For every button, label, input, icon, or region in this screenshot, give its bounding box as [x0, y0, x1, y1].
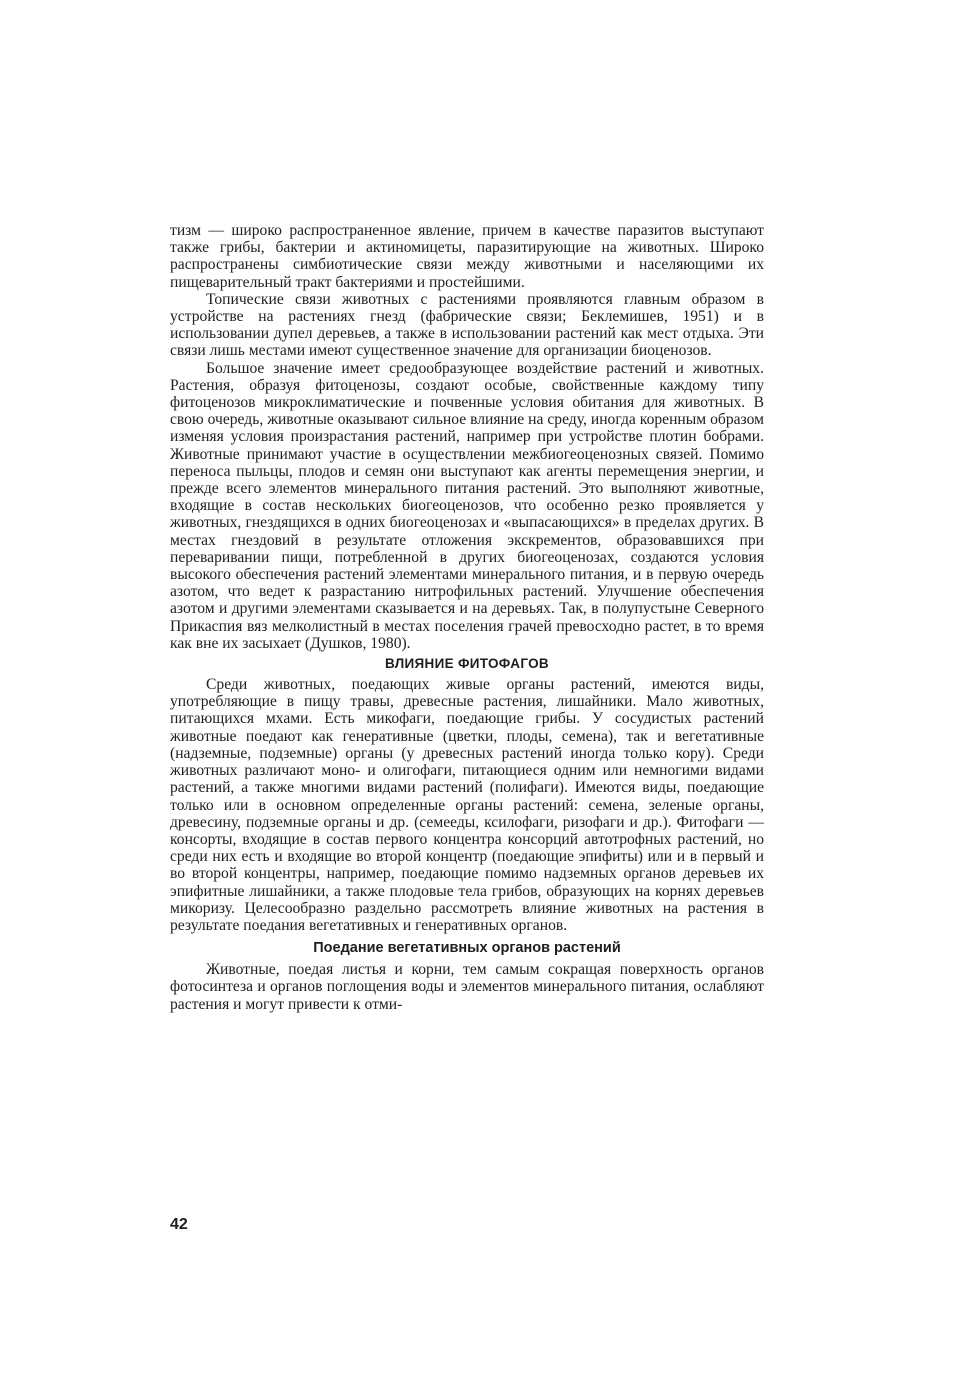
paragraph-phytophages: Среди животных, поедающих живые органы растений, имеются виды, употребляющие в пищу травы, древесные растения, лишайники. Мало животных, питающихся мхами. Есть микофаги, поедающие грибы. У сосудистых растений животные поедают как генеративные (цветки, плоды, семена), так и вегетативные (надземные, подземные) органы (у древесных растений иногда только кору). Среди животных различают моно- и олигофаги, питающиеся одним или немногими видами растений, а также многими видами растений (полифаги). Имеются виды, поедающие только или в основном определенные органы растений: семена, зеленые органы, древесину, подземные органы и др. (семееды, ксилофаги, ризофаги и др.). Фитофаги — консорты, входящие в состав первого концентра консорций автотрофных растений, но среди них есть и входящие во второй концентр (поедающие эпифиты) или и в первый и во второй концентры, например, поедающие помимо надземных органов деревьев их эпифитные лишайники, а также плодовые тела грибов, образующих на корнях деревьев микоризу. Целесообразно раздельно рассмотреть влияние животных на растения в результате поедания вегетативных и генеративных органов. — [170, 676, 764, 934]
subsection-heading: Поедание вегетативных органов растений — [313, 940, 621, 957]
paragraph-parasitism: тизм — широко распространенное явление, причем в качестве паразитов выступают также грибы, бактерии и актиномицеты, паразитирующие на животных. Широко распространены симбиотические связи между животными и населяющими их пищеварительный тракт бактериями и простейшими. — [170, 222, 764, 291]
section-heading: ВЛИЯНИЕ ФИТОФАГОВ — [385, 656, 549, 672]
paragraph-vegetative-organs: Животные, поедая листья и корни, тем самым сокращая поверхность органов фотосинтеза и органов поглощения воды и элементов минерального питания, ослабляют растения и могут привести к отми- — [170, 961, 764, 1013]
paragraph-environment-forming: Большое значение имеет средообразующее воздействие растений и животных. Растения, образуя фитоценозы, создают особые, свойственные каждому типу фитоценозов микроклиматические и почвенные условия обитания для животных. В свою очередь, животные оказывают сильное влияние на среду, иногда коренным образом изменяя условия произрастания растений, например при устройстве плотин бобрами. Животные принимают участие в осуществлении межбиогеоценозных связей. Помимо переноса пыльцы, плодов и семян они выступают как агенты перемещения энергии, и прежде всего элементов минерального питания растений. Это выполняют животные, входящие в состав нескольких биогеоценозов, что особенно резко проявляется у животных, гнездящихся в одних биогеоценозах и «выпасающихся» в пределах других. В местах гнездовий в результате отложения экскрементов, образовавшихся при переваривании пищи, потребленной в других биогеоценозах, создаются условия высокого обеспечения растений элементами минерального питания, и в первую очередь азотом, что ведет к разрастанию нитрофильных растений. Улучшение обеспечения азотом и другими элементами сказывается и на деревьях. Так, в полупустыне Северного Прикаспия вяз мелколистный в местах поселения грачей превосходно растет, в то время как вне их засыхает (Душков, 1980). — [170, 359, 764, 652]
page-body — [170, 222, 764, 1013]
page-number: 42 — [170, 1216, 188, 1233]
paragraph-topical-links: Топические связи животных с растениями проявляются главным образом в устройстве на растениях гнезд (фабрические связи; Беклемишев, 1951) и в использовании дупел деревьев, а также в использовании растений как мест отдыха. Эти связи лишь местами имеют существенное значение для организации биоценозов. — [170, 290, 764, 360]
